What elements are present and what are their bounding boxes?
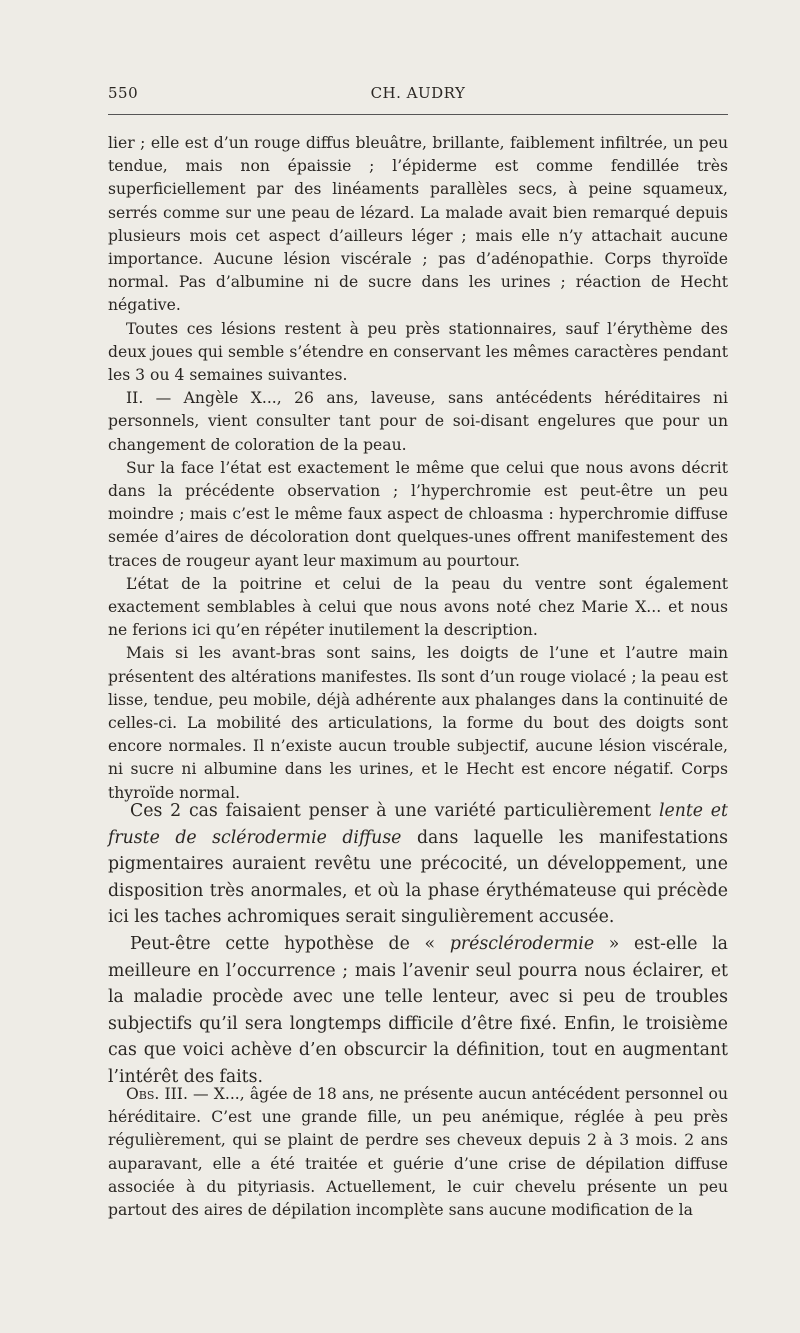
page-header bbox=[108, 84, 728, 110]
paragraph: II. — Angèle X..., 26 ans, laveuse, sans antécédents héréditaires ni personnels, vient consulter tant pour de soi-disant engelures que pour un changement de coloration de la peau. bbox=[108, 389, 728, 454]
paragraph: Sur la face l’état est exactement le même que celui que nous avons décrit dans la précédente observation ; l’hyperchromie est peut-être un peu moindre ; mais c’est le même faux aspect de chloasma : hyperchromie diffuse semée d’aires de décoloration dont quelques-unes offrent manifestement des traces de rougeur ayant leur maximum au pourtour. bbox=[108, 458, 728, 570]
text-run: » est-elle la meilleure en l’occurrence ; mais l’avenir seul pourra nous éclairer, et la maladie procède avec une telle lenteur, avec si peu de troubles subjectifs qu’il sera longtemps difficile d’être fixé. Enfin, le troisième cas que voici achève d’en obscurcir la définition, tout en augmentant l’intérêt des faits. bbox=[108, 933, 728, 1087]
paragraph bbox=[108, 1083, 728, 1222]
header-rule bbox=[108, 114, 728, 115]
paragraph bbox=[108, 931, 728, 1091]
observation-3-block bbox=[108, 1083, 728, 1222]
text-run: Peut-être cette hypothèse de « bbox=[130, 933, 450, 954]
observation-block bbox=[108, 132, 728, 805]
paragraph: Toutes ces lésions restent à peu près stationnaires, sauf l’érythème des deux joues qui semble s’étendre en conservant les mêmes caractères pendant les 3 ou 4 semaines suivantes. bbox=[108, 319, 728, 385]
paragraph bbox=[108, 798, 728, 931]
paragraph: lier ; elle est d’un rouge diffus bleuâtre, brillante, faiblement infiltrée, un peu tendue, mais non épaissie ; l’épiderme est comme fendillée très superficiellement par des linéaments parallèles secs, à peine squameux, serrés comme sur une peau de lézard. La malade avait bien remarqué depuis plusieurs mois cet aspect d’ailleurs léger ; mais elle n’y attachait aucune importance. Aucune lésion viscérale ; pas d’adénopathie. Corps thyroïde normal. Pas d’albumine ni de sucre dans les urines ; réaction de Hecht négative. bbox=[108, 134, 728, 315]
running-title: CH. AUDRY bbox=[370, 84, 466, 102]
italic-term: présclérodermie bbox=[449, 933, 595, 954]
observation-label: Obs. III. bbox=[126, 1085, 188, 1103]
paragraph: L’état de la poitrine et celui de la peau du ventre sont également exactement semblables à celui que nous avons noté chez Marie X... et nous ne ferions ici qu’en répéter inutilement la description. bbox=[108, 574, 728, 640]
discussion-block bbox=[108, 798, 728, 1091]
paragraph: Mais si les avant-bras sont sains, les doigts de l’une et l’autre main présentent des altérations manifestes. Ils sont d’un rouge violacé ; la peau est lisse, tendue, peu mobile, déjà adhérente aux phalanges dans la continuité de celles-ci. La mobilité des articulations, la forme du bout des doigts sont encore normales. Il n’existe aucun trouble subjectif, aucune lésion viscérale, ni sucre ni albumine dans les urines, et le Hecht est encore négatif. Corps thyroïde normal. bbox=[108, 644, 728, 802]
text-run: Ces 2 cas faisaient penser à une variété particulièrement bbox=[130, 801, 659, 821]
page-number: 550 bbox=[108, 84, 139, 102]
text-run: — X..., âgée de 18 ans, ne présente aucun antécédent personnel ou héréditaire. C’est une grande fille, un peu anémique, réglée à peu près régulièrement, qui se plaint de perdre ses cheveux depuis 2 à 3 mois. 2 ans auparavant, elle a été traitée et guérie d’une crise de dépilation diffuse associée à du pityriasis. Actuellement, le cuir chevelu présente un peu partout des aires de dépilation incomplète sans aucune modification de la bbox=[108, 1085, 728, 1220]
italic-term: lente et fruste de sclérodermie diffuse bbox=[108, 801, 728, 848]
text-run: dans laquelle les manifestations pigmentaires auraient revêtu une précocité, un développement, une disposition très anormales, et où la phase érythémateuse qui précède ici les taches achromiques serait singulièrement accusée. bbox=[108, 827, 729, 928]
